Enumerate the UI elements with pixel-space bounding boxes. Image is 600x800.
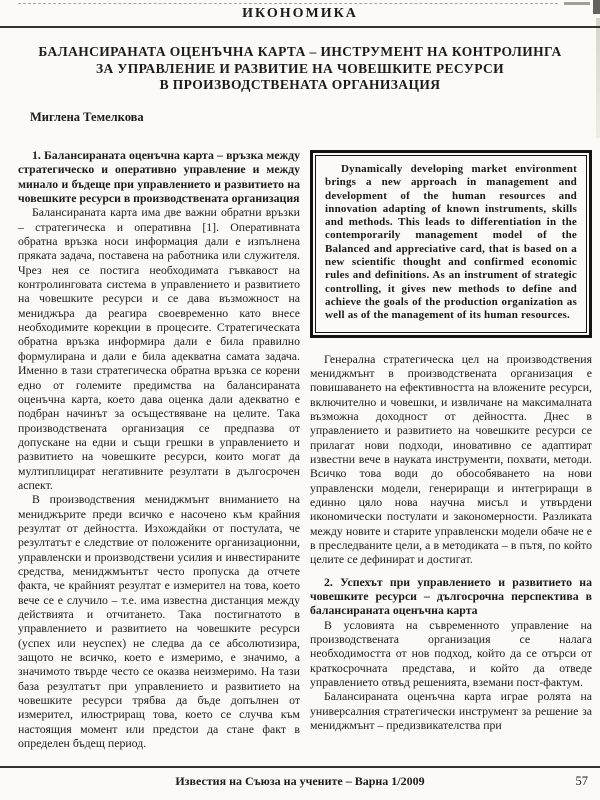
right-column (310, 148, 592, 764)
article-title (30, 44, 570, 94)
title-line-1: БАЛАНСИРАНАТА ОЦЕНЪЧНА КАРТА – ИНСТРУМЕНТ НА КОНТРОЛИНГА (38, 44, 562, 59)
section-kicker: ИКОНОМИКА (242, 6, 358, 21)
abstract-box (310, 150, 592, 338)
two-column-body (18, 148, 592, 764)
left-column (18, 148, 300, 764)
right-paragraph-3: Балансираната оценъчна карта играе ролята на универсалния стратегически инструмент за решение за мениджмънт – предизвикателства при (310, 689, 592, 733)
title-line-3: В ПРОИЗВОДСТВЕНАТА ОРГАНИЗАЦИЯ (159, 77, 441, 92)
abstract-text: Dynamically developing market environment brings a new approach in management and development of the human resources and innovation adapting of known instruments, skills and methods. This leads to differentiation in the contemporarily management model of the Balanced and appreciative card, that is based on a new scientific thought and confirmed economic rules and definitions. As an instrument of strategic controlling, it gives new methods to define and achieve the goals of the production organization as well as of the management of its human resources. (325, 163, 577, 322)
page-number: 57 (575, 774, 588, 788)
author-name: Миглена Темелкова (30, 110, 144, 124)
abstract-box-inner (315, 155, 587, 333)
title-line-2: ЗА УПРАВЛЕНИЕ И РАЗВИТИЕ НА ЧОВЕШКИТЕ РЕСУРСИ (95, 60, 505, 76)
section-2-heading: 2. Успехът при управлението и развитието на човешките ресурси – дългосрочна перспектива в балансираната оценъчна карта (310, 574, 592, 618)
journal-footer-title: Известия на Съюза на учените – Варна 1/2009 (175, 774, 425, 788)
section-1-heading: 1. Балансираната оценъчна карта – връзка между стратегическо и оперативно управление и между минало и бъдеще при управлението и развитието на човешките ресурси в производствената организация (18, 148, 300, 206)
footer-rule (0, 766, 600, 768)
right-paragraph-1: Генерална стратегическа цел на производствения мениджмънт в производствената организация е повишаването на ефективността на вложените ресурси, включително и човешки, и извличане на максималната възможна доходност от дейността. Днес в управлението и развитието на човешките ресурси се прилагат нови подходи, иновативно се адаптират известни вече в науката инструменти, похвати, методи. Всичко това води до обособяването на нови управленски модели, генериращи и интегриращи в единно цяло нова научна мисъл и утвърдени икономически постулати и закономерности. Разликата между новите и старите управленски модели обаче не е в преследваните цели, а в методиката – в пътя, по който целите се дефинират и достигат. (310, 351, 592, 567)
header-rule (0, 26, 600, 28)
left-paragraph-2: В производствения мениджмънт вниманието на мениджърите преди всичко е насочено към крайния резултат от дейността. Изхождайки от постулата, че резултатът е следствие от положените организационни, управленски и производствени усилия и инвестираните средства, мениджмънтът често пропуска да отчете факта, че крайният резултат е измерител на това, което вече се е случило – т.е. има известна дистанция между действията и отчитането. Така постигнатото в управлението и развитието на човешките ресурси (успех или неуспех) не следва да се абсолютизира, защото не всичко, което е измеримо, е значимо, а значимото твърде често се оказва неизмеримо. На тази база резултатът при управлението и развитието на човешките ресурси трябва да бъде допълнен от измерител, илюстриращ това, което се случва към настоящия момент или предстои да стане факт в определен бъдещ период. (18, 492, 300, 751)
scan-corner-artifact-2 (564, 2, 590, 5)
scan-edge-smudge (596, 18, 600, 138)
left-paragraph-1: Балансираната карта има две важни обратни връзки – стратегическа и оперативна [1]. Оперативната обратна връзка носи информация дали е изпълнена пряката задача, поставена на работника или служителя. Чрез нея се постига необходимата гъвкавост на контролинговата система в управлението и развитието на човешките ресурси и се дава възможност на мениджъра да реагира своевременно като внесе необходимите корекции в процесите. Стратегическата обратна връзка информира дали е била правилно формулирана и дали е била адекватна самата задача. Именно в тази стратегическа обратна връзка се корени едно от големите предимства на балансираната оценъчна карта, което дава оценка дали адекватно е подбран начинът за осъществяване на целите. Така производствената организация се предпазва от допускане на едни и същи грешки в управлението и развитието на човешките ресурси, които могат да мултиплицират негативните резултати в дългосрочен аспект. (18, 205, 300, 492)
right-paragraph-2: В условията на съвременното управление на производствената организация се налага необходимостта от нов подход, който да се отърси от краткосрочната представа, и който да отведе управлението отвъд решенията, вземани пост-фактум. (310, 617, 592, 690)
scan-noise-line (18, 3, 558, 4)
